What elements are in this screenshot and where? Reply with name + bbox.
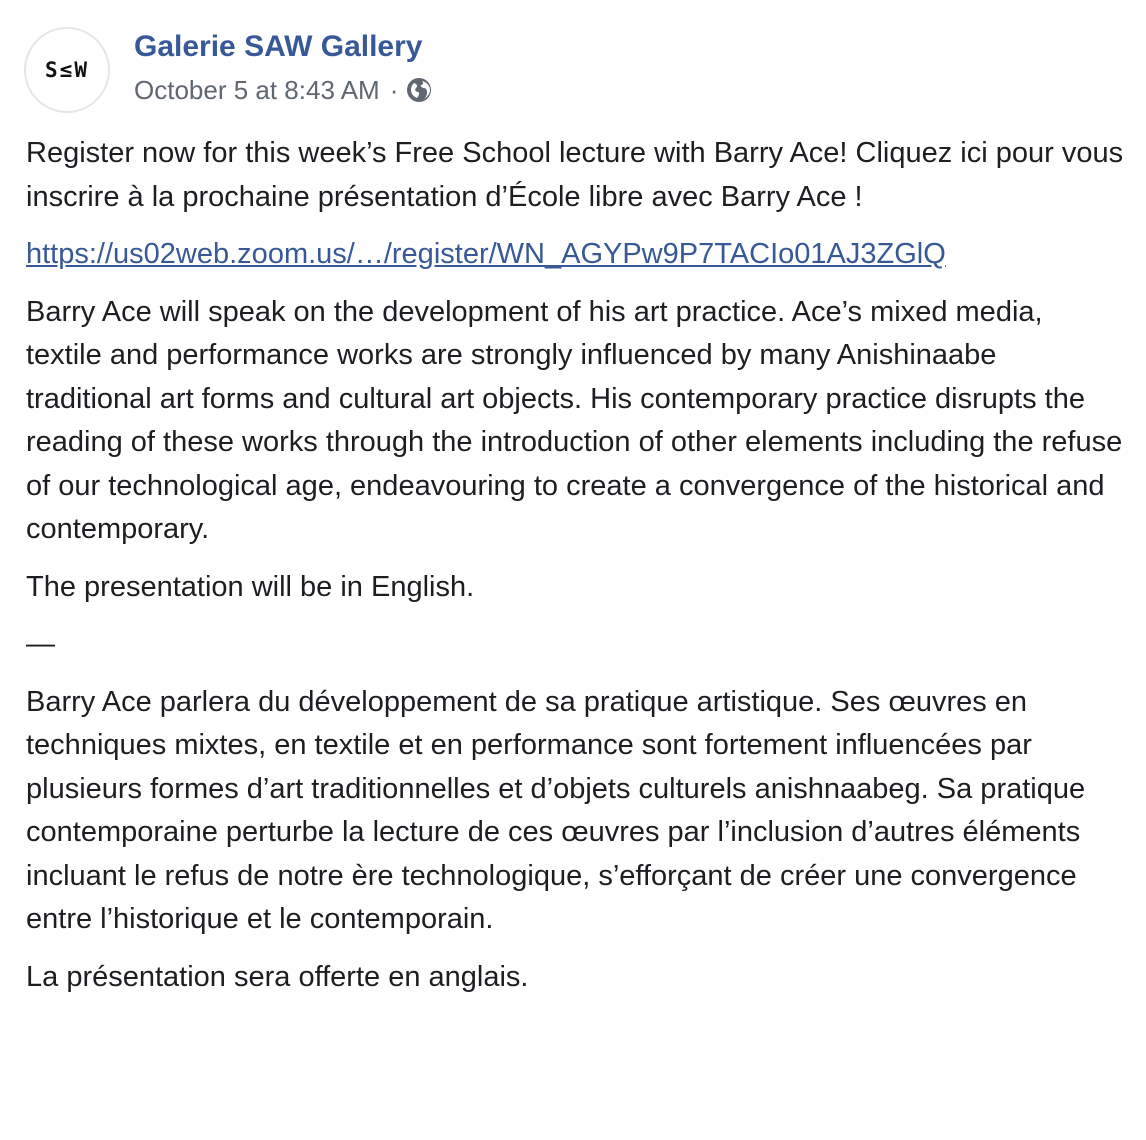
- english-language-note: The presentation will be in English.: [26, 570, 475, 603]
- post-link-paragraph: [26, 233, 1126, 277]
- page-avatar[interactable]: S≤W: [24, 27, 110, 113]
- post-header: [24, 24, 432, 116]
- meta-separator: ·: [389, 75, 399, 105]
- post-meta: [134, 29, 432, 105]
- language-divider: —: [26, 628, 55, 660]
- globe-icon[interactable]: [406, 77, 432, 103]
- page-name-link[interactable]: Galerie SAW Gallery: [134, 30, 423, 63]
- registration-link[interactable]: https://us02web.zoom.us/…/register/WN_AGYPw9P7TACIo01AJ3ZGlQ: [26, 238, 946, 270]
- post-subline: [134, 75, 432, 105]
- french-language-note: La présentation sera offerte en anglais.: [26, 960, 529, 993]
- post-timestamp[interactable]: October 5 at 8:43 AM: [134, 75, 380, 105]
- post-intro-paragraph: Register now for this week’s Free School lecture with Barry Ace! Cliquez ici pour vous inscrire à la prochaine présentation d’École libre avec Barry Ace !: [26, 137, 1124, 213]
- french-description-paragraph: Barry Ace parlera du développement de sa pratique artistique. Ses œuvres en techniques mixtes, en textile et en performance sont fortement influencées par plusieurs formes d’art traditionnelles et d’objets culturels anishnaabeg. Sa pratique contemporaine perturbe la lecture de ces œuvres par l’inclusion d’autres éléments incluant le refus de notre ère technologique, s’efforçant de créer une convergence entre l’historique et le contemporain.: [26, 685, 1086, 935]
- post-body: [26, 132, 1126, 1013]
- english-description-paragraph: Barry Ace will speak on the development of his art practice. Ace’s mixed media, textile and performance works are strongly influenced by many Anishinaabe traditional art forms and cultural art objects. His contemporary practice disrupts the reading of these works through the introduction of other elements including the refuse of our technological age, endeavouring to create a convergence of the historical and contemporary.: [26, 295, 1123, 545]
